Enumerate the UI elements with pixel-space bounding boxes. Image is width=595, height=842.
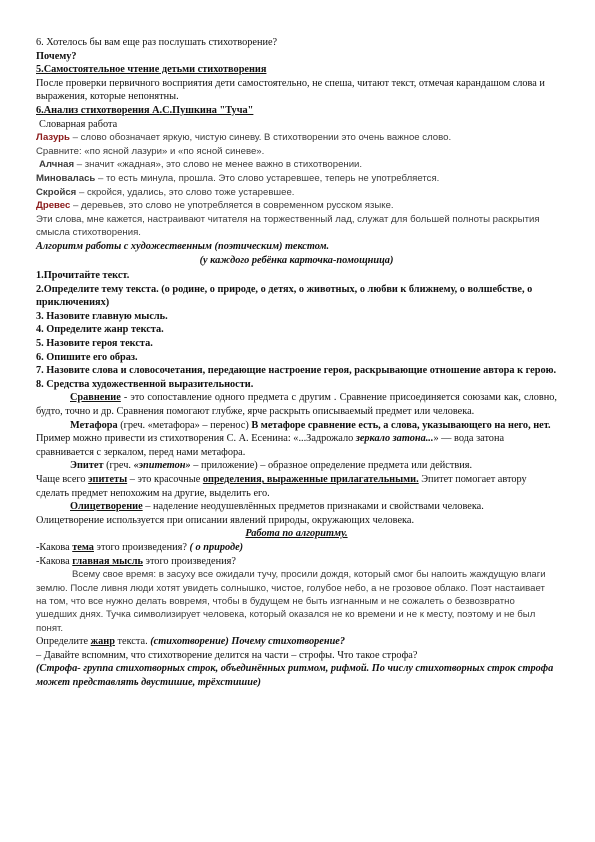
- algo-step-4: 4. Определите жанр текста.: [36, 324, 164, 336]
- vocab-alch: [36, 158, 557, 172]
- vocab-compare: Сравните: «по ясной лазури» и «по ясной синеве».: [36, 145, 265, 157]
- strofa-question: – Давайте вспомним, что стихотворение делится на части – строфы. Что такое строфа?: [36, 649, 418, 661]
- epitet2-d: определения, выраженные прилагательными.: [202, 474, 419, 485]
- metafora-example: [36, 432, 557, 459]
- epitet-c: – приложение) – образное определение предмета или действия.: [190, 460, 473, 472]
- term-olicetvorenie: Олицетворение: [70, 501, 143, 513]
- strofa-definition: (Строфа- группа стихотворных строк, объединённых ритмом, рифмой. По числу стихотворных строк строфа может представлять двустишие, трёхстишие): [36, 663, 554, 688]
- question-6: 6. Хотелось бы вам еще раз послушать стихотворение?: [36, 37, 278, 48]
- text-metafora-mid: (греч. «метафора» – перенос): [117, 419, 252, 431]
- epitet2-b: эпитеты: [88, 474, 128, 485]
- def-epitet: [36, 459, 557, 473]
- main-idea-paragraph: Всему свое время: в засуху все ожидали тучу, просили дождя, который смог бы напоить жаждущую влаги землю. После ливня люди хотят увидеть солнышко, чистое, голубое небо, а не грозовое облако. Поэт настаивает на том, что все нужно делать вовремя, чтобы в будущем не быть изгнанным и не сожалеть о безвозвратно ушедших днях. Тучка символизирует человека, который оказался не ко времени и не к месту, поэтому и не был понят.: [36, 569, 546, 634]
- epitet2-e: Эпитет помогает автору сделать предмет непохожим на другие, выделить его.: [36, 474, 527, 499]
- term-metafora: Метафора: [70, 419, 118, 431]
- text-sravnenie: - это сопоставление одного предмета с другим . Сравнение присоединяется союзами как, словно, будто, точно и др. Сравнения помогают глубже, ярче раскрыть описываемый предмет или человека.: [36, 392, 557, 418]
- def-skr: – скройся, удались, это слово тоже устаревшее.: [76, 186, 295, 198]
- algorithm-subheading: (у каждого ребёнка карточка-помощница): [199, 254, 394, 266]
- epitet-usage: [36, 473, 557, 500]
- def-alch: – значит «жадная», это слово не менее важно в стихотворении.: [74, 159, 363, 171]
- zhanr-a: Определите: [36, 636, 91, 648]
- work-by-algorithm: Работа по алгоритму.: [245, 528, 348, 540]
- vocab-summary: Эти слова, мне кажется, настраивают читателя на торжественный лад, служат для большей полноты раскрытия смысла стихотворения.: [36, 213, 540, 239]
- q-mysl-b: главная мысль: [72, 555, 143, 567]
- algo-step-5: 5. Назовите героя текста.: [36, 338, 153, 350]
- heading-5: 5.Самостоятельное чтение детьми стихотворения: [36, 64, 267, 76]
- example-part-b: зеркало затона...: [355, 433, 434, 445]
- q-tema-d: ( о природе): [189, 541, 244, 553]
- example-part-a: Пример можно привести из стихотворения С. А. Есенина: «...Задрожало: [36, 433, 356, 445]
- para-5: После проверки первичного восприятия дети самостоятельно, не спеша, читают текст, отмечая карандашом слова и выражения, которые непонятны.: [36, 77, 545, 103]
- term-lazur: Лазурь: [36, 132, 70, 144]
- question-mysl: [36, 555, 557, 569]
- vocab-min: [36, 172, 557, 186]
- algo-step-7: 7. Назовите слова и словосочетания, передающие настроение героя, раскрывающие отношение автора к герою.: [36, 365, 557, 377]
- question-zhanr: [36, 635, 557, 649]
- algo-step-1: 1.Прочитайте текст.: [36, 270, 130, 282]
- q-mysl-c: этого произведения?: [142, 555, 236, 567]
- def-min: – то есть минула, прошла. Это слово устаревшее, теперь не употребляется.: [95, 172, 440, 184]
- question-why: Почему?: [36, 50, 77, 62]
- epitet-b: «эпитетон»: [133, 460, 191, 472]
- q-tema-b: тема: [72, 541, 94, 553]
- algo-step-2: 2.Определите тему текста. (о родине, о природе, о детях, о животных, о любви к ближнему, о волшебстве, о приключениях): [36, 283, 533, 309]
- def-olicetvorenie: [36, 500, 557, 514]
- olicetvorenie-usage: Олицетворение используется при описании явлений природы, окружающих человека.: [36, 514, 415, 526]
- term-drev: Древес: [36, 200, 71, 212]
- vocab-drev: [36, 199, 557, 213]
- epitet2-a: Чаще всего: [36, 474, 89, 485]
- algorithm-heading: Алгоритм работы с художественным (поэтическим) текстом.: [36, 240, 330, 252]
- vocab-skr: [36, 186, 557, 200]
- def-lazur: – слово обозначает яркую, чистую синеву. В стихотворении это очень важное слово.: [69, 132, 452, 144]
- term-skr: Скройся: [36, 186, 77, 198]
- example-part-c: » — вода затона сравнивается с зеркалом, перед нами метафора.: [36, 433, 505, 458]
- text-metafora-bold: В метафоре сравнение есть, а слова, указывающего на него, нет.: [251, 419, 551, 431]
- vocab-heading: Словарная работа: [39, 118, 118, 130]
- q-tema-a: -Какова: [36, 541, 73, 553]
- epitet2-c: – это красочные: [127, 474, 203, 485]
- algo-step-3: 3. Назовите главную мысль.: [36, 310, 168, 322]
- text-olicetvorenie: – наделение неодушевлённых предметов признаками и свойствами человека.: [142, 501, 484, 513]
- term-min: Миновалась: [36, 172, 96, 184]
- term-sravnenie: Сравнение: [70, 392, 121, 404]
- term-epitet: Эпитет: [70, 460, 104, 472]
- q-mysl-a: -Какова: [36, 555, 73, 567]
- heading-6: 6.Анализ стихотворения А.С.Пушкина "Туча": [36, 104, 254, 116]
- question-tema: [36, 541, 557, 555]
- q-tema-c: этого произведения?: [93, 541, 190, 553]
- algo-step-8: 8. Средства художественной выразительности.: [36, 378, 254, 390]
- zhanr-c: текста.: [114, 636, 151, 648]
- epitet-a: (греч.: [103, 460, 134, 472]
- vocab-lazur: [36, 131, 557, 145]
- def-metafora: [36, 419, 557, 433]
- def-sravnenie: [36, 391, 557, 418]
- zhanr-d: (стихотворение) Почему стихотворение?: [150, 636, 346, 648]
- algo-step-6: 6. Опишите его образ.: [36, 351, 138, 363]
- term-alch: Алчная: [39, 159, 75, 171]
- def-drev: – деревьев, это слово не употребляется в современном русском языке.: [70, 200, 394, 212]
- zhanr-b: жанр: [90, 636, 115, 648]
